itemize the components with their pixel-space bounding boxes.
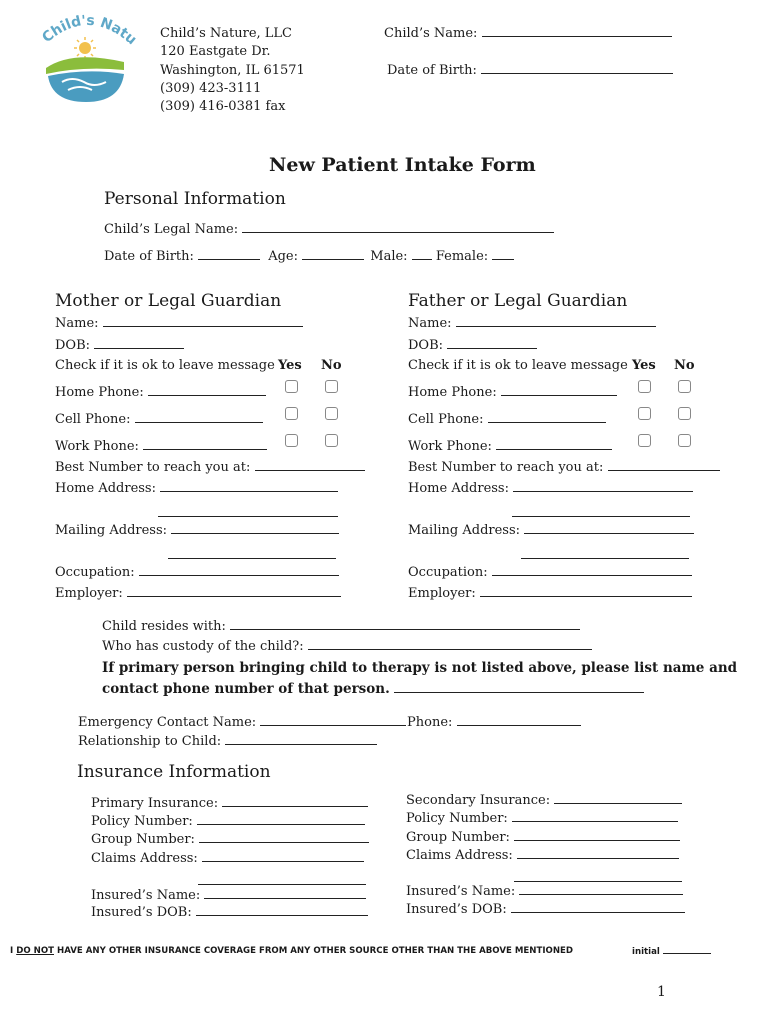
mother-mailing-address-blank[interactable] bbox=[171, 523, 339, 534]
mother-dob-blank[interactable] bbox=[94, 338, 184, 349]
mother-home-address-blank[interactable] bbox=[160, 481, 338, 492]
primary-insured-dob-blank[interactable] bbox=[196, 905, 368, 916]
primary-insured-name-label: Insured’s Name: bbox=[91, 888, 201, 903]
mother-employer-label: Employer: bbox=[55, 586, 123, 601]
primary-person-note-line2: contact phone number of that person. bbox=[102, 681, 390, 697]
custody-blank[interactable] bbox=[308, 639, 592, 650]
father-best-number-label: Best Number to reach you at: bbox=[408, 460, 604, 475]
male-blank[interactable] bbox=[412, 249, 432, 260]
primary-insurance-blank[interactable] bbox=[222, 796, 368, 807]
father-mailing-address-blank[interactable] bbox=[524, 523, 694, 534]
age-label: Age: bbox=[268, 249, 298, 264]
company-address-line1: 120 Eastgate Dr. bbox=[160, 44, 271, 59]
mother-mailing-address-field bbox=[55, 523, 339, 538]
father-employer-label: Employer: bbox=[408, 586, 476, 601]
secondary-insurance-blank[interactable] bbox=[554, 793, 682, 804]
mother-occupation-blank[interactable] bbox=[139, 565, 339, 576]
father-work-phone-field bbox=[408, 439, 612, 454]
mother-heading: Mother or Legal Guardian bbox=[55, 291, 282, 311]
primary-policy-blank[interactable] bbox=[197, 814, 365, 825]
father-home-phone-blank[interactable] bbox=[501, 385, 617, 396]
emergency-phone-field bbox=[407, 715, 581, 730]
initial-label: initial bbox=[632, 947, 660, 957]
mother-name-blank[interactable] bbox=[103, 316, 303, 327]
mother-work-phone-label: Work Phone: bbox=[55, 439, 139, 454]
resides-with-label: Child resides with: bbox=[102, 619, 226, 634]
legal-name-blank[interactable] bbox=[242, 222, 554, 233]
primary-group-blank[interactable] bbox=[199, 832, 369, 843]
father-occupation-field bbox=[408, 565, 692, 580]
personal-dob-row bbox=[104, 249, 514, 264]
header-child-name-field bbox=[384, 26, 672, 41]
mother-home-phone-field bbox=[55, 385, 266, 400]
father-name-field bbox=[408, 316, 656, 331]
primary-person-note-line1: If primary person bringing child to therapy is not listed above, please list name and bbox=[102, 660, 738, 676]
personal-info-heading: Personal Information bbox=[104, 189, 286, 209]
mother-mailing-address-line2[interactable] bbox=[168, 558, 336, 559]
mother-no-header: No bbox=[321, 358, 342, 373]
father-home-address-blank[interactable] bbox=[513, 481, 693, 492]
primary-claims-label: Claims Address: bbox=[91, 851, 198, 866]
secondary-insured-dob-field bbox=[406, 902, 685, 917]
header-child-name-blank[interactable] bbox=[482, 26, 672, 37]
father-work-phone-no-checkbox[interactable] bbox=[678, 434, 691, 447]
primary-person-note-field bbox=[102, 681, 644, 697]
mother-check-label: Check if it is ok to leave message bbox=[55, 358, 275, 373]
secondary-policy-blank[interactable] bbox=[512, 811, 678, 822]
father-dob-blank[interactable] bbox=[447, 338, 537, 349]
custody-label: Who has custody of the child?: bbox=[102, 639, 304, 654]
male-label: Male: bbox=[370, 249, 408, 264]
father-home-phone-field bbox=[408, 385, 617, 400]
primary-insured-dob-label: Insured’s DOB: bbox=[91, 905, 192, 920]
resides-with-blank[interactable] bbox=[230, 619, 580, 630]
mother-work-phone-field bbox=[55, 439, 267, 454]
father-employer-field bbox=[408, 586, 692, 601]
father-cell-phone-label: Cell Phone: bbox=[408, 412, 484, 427]
secondary-group-label: Group Number: bbox=[406, 830, 510, 845]
primary-claims-blank[interactable] bbox=[202, 851, 364, 862]
mother-best-number-blank[interactable] bbox=[255, 460, 365, 471]
age-blank[interactable] bbox=[302, 249, 364, 260]
mother-occupation-label: Occupation: bbox=[55, 565, 135, 580]
mother-yes-header: Yes bbox=[278, 358, 302, 373]
primary-claims-field bbox=[91, 851, 364, 866]
company-logo bbox=[32, 10, 138, 106]
legal-name-label: Child’s Legal Name: bbox=[104, 222, 239, 237]
primary-group-label: Group Number: bbox=[91, 832, 195, 847]
father-home-address-line2[interactable] bbox=[512, 516, 690, 517]
mother-best-number-label: Best Number to reach you at: bbox=[55, 460, 251, 475]
mother-home-phone-no-checkbox[interactable] bbox=[325, 380, 338, 393]
father-heading: Father or Legal Guardian bbox=[408, 291, 628, 311]
father-work-phone-blank[interactable] bbox=[496, 439, 612, 450]
primary-insured-name-field bbox=[91, 888, 366, 903]
secondary-insurance-field bbox=[406, 793, 682, 808]
primary-person-contact-blank[interactable] bbox=[394, 682, 644, 693]
header-dob-field bbox=[387, 63, 673, 78]
header-child-name-label: Child’s Name: bbox=[384, 26, 478, 41]
logo-text: Child's Natu bbox=[39, 12, 138, 49]
father-cell-phone-no-checkbox[interactable] bbox=[678, 407, 691, 420]
mother-home-address-field bbox=[55, 481, 338, 496]
primary-insured-name-blank[interactable] bbox=[204, 888, 366, 899]
mother-employer-blank[interactable] bbox=[127, 586, 341, 597]
mother-cell-phone-blank[interactable] bbox=[135, 412, 263, 423]
legal-name-field bbox=[104, 222, 554, 237]
father-name-blank[interactable] bbox=[456, 316, 656, 327]
relationship-field bbox=[78, 734, 377, 749]
header-dob-blank[interactable] bbox=[481, 63, 673, 74]
father-employer-blank[interactable] bbox=[480, 586, 692, 597]
primary-claims-line2[interactable] bbox=[198, 884, 366, 885]
mother-name-field bbox=[55, 316, 303, 331]
statement-text: HAVE ANY OTHER INSURANCE COVERAGE FROM ANY OTHER SOURCE OTHER THAN THE ABOVE MENTIONED bbox=[57, 946, 574, 956]
emergency-phone-blank[interactable] bbox=[457, 715, 581, 726]
secondary-claims-field bbox=[406, 848, 679, 863]
father-cell-phone-yes-checkbox[interactable] bbox=[638, 407, 651, 420]
primary-group-field bbox=[91, 832, 369, 847]
statement-do-not: DO NOT bbox=[16, 946, 54, 956]
secondary-claims-label: Claims Address: bbox=[406, 848, 513, 863]
mother-home-phone-yes-checkbox[interactable] bbox=[285, 380, 298, 393]
secondary-insured-dob-blank[interactable] bbox=[511, 902, 685, 913]
mother-cell-phone-field bbox=[55, 412, 263, 427]
secondary-insured-name-blank[interactable] bbox=[519, 884, 683, 895]
secondary-claims-line2[interactable] bbox=[514, 881, 682, 882]
company-address-line2: Washington, IL 61571 bbox=[160, 63, 305, 78]
secondary-insured-dob-label: Insured’s DOB: bbox=[406, 902, 507, 917]
father-work-phone-label: Work Phone: bbox=[408, 439, 492, 454]
mother-home-address-label: Home Address: bbox=[55, 481, 156, 496]
secondary-insured-name-field bbox=[406, 884, 683, 899]
mother-mailing-address-label: Mailing Address: bbox=[55, 523, 168, 538]
emergency-contact-blank[interactable] bbox=[260, 715, 406, 726]
father-check-label: Check if it is ok to leave message bbox=[408, 358, 628, 373]
primary-insurance-field bbox=[91, 796, 368, 811]
insurance-statement bbox=[10, 946, 573, 956]
primary-insured-dob-field bbox=[91, 905, 368, 920]
company-phone: (309) 423-3111 bbox=[160, 81, 262, 96]
initial-field bbox=[632, 946, 711, 957]
mother-work-phone-yes-checkbox[interactable] bbox=[285, 434, 298, 447]
mother-home-address-line2[interactable] bbox=[158, 516, 338, 517]
female-label: Female: bbox=[435, 249, 489, 264]
father-best-number-blank[interactable] bbox=[608, 460, 720, 471]
mother-name-label: Name: bbox=[55, 316, 99, 331]
father-home-phone-yes-checkbox[interactable] bbox=[638, 380, 651, 393]
father-name-label: Name: bbox=[408, 316, 452, 331]
secondary-insured-name-label: Insured’s Name: bbox=[406, 884, 516, 899]
father-mailing-address-label: Mailing Address: bbox=[408, 523, 521, 538]
personal-dob-blank[interactable] bbox=[198, 249, 260, 260]
mother-employer-field bbox=[55, 586, 341, 601]
company-name: Child’s Nature, LLC bbox=[160, 26, 292, 41]
mother-work-phone-no-checkbox[interactable] bbox=[325, 434, 338, 447]
secondary-group-field bbox=[406, 830, 680, 845]
resides-with-field bbox=[102, 619, 580, 634]
mother-home-phone-blank[interactable] bbox=[148, 385, 266, 396]
company-fax: (309) 416-0381 fax bbox=[160, 99, 286, 114]
personal-dob-label: Date of Birth: bbox=[104, 249, 194, 264]
initial-blank[interactable] bbox=[663, 946, 711, 954]
mother-dob-label: DOB: bbox=[55, 338, 91, 353]
father-dob-field bbox=[408, 338, 537, 353]
mother-cell-phone-no-checkbox[interactable] bbox=[325, 407, 338, 420]
secondary-group-blank[interactable] bbox=[514, 830, 680, 841]
father-cell-phone-blank[interactable] bbox=[488, 412, 606, 423]
father-home-phone-label: Home Phone: bbox=[408, 385, 497, 400]
primary-insurance-label: Primary Insurance: bbox=[91, 796, 219, 811]
father-cell-phone-field bbox=[408, 412, 606, 427]
father-mailing-address-line2[interactable] bbox=[521, 558, 689, 559]
mother-work-phone-blank[interactable] bbox=[143, 439, 267, 450]
statement-i: I bbox=[10, 946, 14, 956]
mother-cell-phone-label: Cell Phone: bbox=[55, 412, 131, 427]
secondary-policy-label: Policy Number: bbox=[406, 811, 508, 826]
mother-cell-phone-yes-checkbox[interactable] bbox=[285, 407, 298, 420]
father-no-header: No bbox=[674, 358, 695, 373]
secondary-claims-blank[interactable] bbox=[517, 848, 679, 859]
relationship-label: Relationship to Child: bbox=[78, 734, 222, 749]
mother-home-phone-label: Home Phone: bbox=[55, 385, 144, 400]
mother-best-number-field bbox=[55, 460, 365, 475]
father-home-address-label: Home Address: bbox=[408, 481, 509, 496]
form-title: New Patient Intake Form bbox=[269, 154, 536, 176]
mother-dob-field bbox=[55, 338, 184, 353]
father-occupation-blank[interactable] bbox=[492, 565, 692, 576]
custody-field bbox=[102, 639, 592, 654]
secondary-insurance-label: Secondary Insurance: bbox=[406, 793, 551, 808]
emergency-contact-field bbox=[78, 715, 406, 730]
father-yes-header: Yes bbox=[632, 358, 656, 373]
father-dob-label: DOB: bbox=[408, 338, 444, 353]
relationship-blank[interactable] bbox=[225, 734, 377, 745]
father-best-number-field bbox=[408, 460, 720, 475]
insurance-heading: Insurance Information bbox=[77, 762, 271, 782]
mother-occupation-field bbox=[55, 565, 339, 580]
father-home-phone-no-checkbox[interactable] bbox=[678, 380, 691, 393]
primary-policy-field bbox=[91, 814, 365, 829]
female-blank[interactable] bbox=[492, 249, 514, 260]
page-number: 1 bbox=[657, 984, 666, 1000]
emergency-contact-label: Emergency Contact Name: bbox=[78, 715, 257, 730]
header-dob-label: Date of Birth: bbox=[387, 63, 477, 78]
father-occupation-label: Occupation: bbox=[408, 565, 488, 580]
primary-policy-label: Policy Number: bbox=[91, 814, 193, 829]
father-work-phone-yes-checkbox[interactable] bbox=[638, 434, 651, 447]
father-mailing-address-field bbox=[408, 523, 694, 538]
secondary-policy-field bbox=[406, 811, 678, 826]
emergency-phone-label: Phone: bbox=[407, 715, 453, 730]
father-home-address-field bbox=[408, 481, 693, 496]
